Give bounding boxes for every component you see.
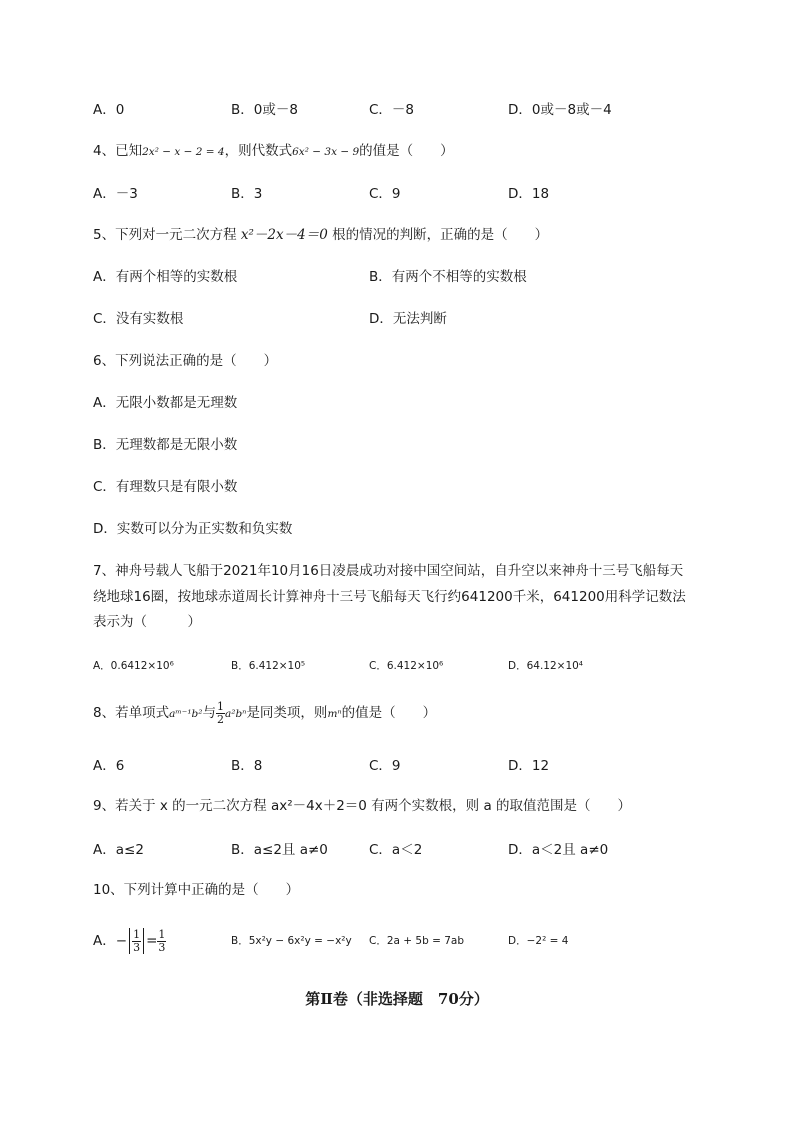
q4-stem-suffix: 的值是（ ） — [359, 143, 454, 159]
q8-option-c: C．9 — [369, 758, 401, 774]
q8-power: mⁿ — [327, 708, 342, 720]
q10-option-a-right-denominator: 3 — [158, 940, 166, 954]
q10-option-a-right-numerator: 1 — [158, 927, 166, 941]
q3-option-a: A．0 — [93, 102, 125, 118]
q8-option-a: A．6 — [93, 758, 125, 774]
abs-bar-right — [143, 928, 144, 954]
q6-option-b: B．无理数都是无限小数 — [93, 437, 238, 453]
q8-option-b: B．8 — [231, 758, 263, 774]
q7-option-a: A．0.6412×10⁶ — [93, 660, 174, 672]
q3-option-d: D．0或－8或－4 — [508, 102, 612, 118]
section-title: 第Ⅱ卷（非选择题 70分） — [305, 990, 489, 1008]
q10-option-b: B．5x²y − 6x²y = −x²y — [231, 935, 352, 947]
q10-option-a-left-numerator: 1 — [133, 927, 141, 941]
q8-fraction-numerator: 1 — [216, 699, 224, 713]
q10-stem: 10、下列计算中正确的是（ ） — [93, 882, 300, 898]
q9-option-d: D．a＜2且 a≠0 — [508, 842, 609, 858]
q4-stem-mid: ，则代数式 — [224, 143, 293, 159]
q10-option-c: C．2a + 5b = 7ab — [369, 935, 465, 947]
q10-option-a-fraction-left — [132, 929, 141, 954]
q8-stem — [93, 698, 436, 729]
q8-stem-mid-2: 是同类项，则 — [246, 705, 328, 721]
q7-option-c: C．6.412×10⁶ — [369, 660, 444, 672]
q10-option-d: D．−2² = 4 — [508, 935, 569, 947]
q10-option-a-fraction-right — [157, 929, 166, 954]
q4-expression-1: 2x² − x − 2 = 4 — [142, 146, 225, 158]
q8-option-d: D．12 — [508, 758, 550, 774]
q6-option-c: C．有理数只是有限小数 — [93, 479, 238, 495]
q5-equation: x²－2x－4＝0 — [240, 227, 328, 243]
q6-option-d: D．实数可以分为正实数和负实数 — [93, 521, 293, 537]
q4-expression-2: 6x² − 3x − 9 — [292, 146, 360, 158]
q8-monomial-1: aᵐ⁻¹b² — [169, 708, 203, 720]
q8-monomial-2: a²bⁿ — [224, 708, 247, 720]
q9-option-c: C．a＜2 — [369, 842, 423, 858]
q4-option-a: A．－3 — [93, 186, 138, 202]
q5-option-d: D．无法判断 — [369, 311, 447, 327]
q4-stem — [93, 142, 454, 161]
q4-option-b: B．3 — [231, 186, 263, 202]
q5-option-a: A．有两个相等的实数根 — [93, 269, 238, 285]
q3-option-c: C．－8 — [369, 102, 415, 118]
q7-option-b: B．6.412×10⁵ — [231, 660, 306, 672]
q10-option-a — [93, 926, 166, 956]
q8-stem-prefix: 8、若单项式 — [93, 705, 170, 721]
q7-stem-line-2: 绕地球16圈，按地球赤道周长计算神舟十三号飞船每天飞行约641200千米，641200用科学记数法 — [93, 589, 686, 605]
q5-option-b: B．有两个不相等的实数根 — [369, 269, 527, 285]
q8-fraction-denominator: 2 — [216, 712, 224, 726]
q9-option-a: A．a≤2 — [93, 842, 144, 858]
q4-stem-prefix: 4、已知 — [93, 143, 143, 159]
q10-option-a-label: A． — [93, 933, 116, 949]
abs-bar-left — [129, 928, 130, 954]
q4-option-d: D．18 — [508, 186, 550, 202]
q5-stem-prefix: 5、下列对一元二次方程 — [93, 227, 237, 243]
q7-stem-line-1: 7、神舟号载人飞船于2021年10月16日凌晨成功对接中国空间站，自升空以来神舟十三号飞船每天 — [93, 563, 684, 579]
q6-stem: 6、下列说法正确的是（ ） — [93, 353, 278, 369]
q8-stem-mid: 与 — [202, 705, 216, 721]
q10-option-a-equals: = — [146, 933, 158, 949]
q5-stem-suffix: 根的情况的判断，正确的是（ ） — [332, 227, 549, 243]
q5-option-c: C．没有实数根 — [93, 311, 184, 327]
q10-option-a-left-denominator: 3 — [133, 940, 141, 954]
q7-stem-line-3: 表示为（ ） — [93, 614, 201, 630]
q9-option-b: B．a≤2且 a≠0 — [231, 842, 328, 858]
q4-option-c: C．9 — [369, 186, 401, 202]
q7-option-d: D．64.12×10⁴ — [508, 660, 584, 672]
q3-option-b: B．0或－8 — [231, 102, 298, 118]
q9-stem: 9、若关于 x 的一元二次方程 ax²－4x＋2＝0 有两个实数根，则 a 的取值范围是（ ） — [93, 798, 632, 814]
q10-option-a-sign: − — [115, 933, 128, 949]
q8-stem-suffix: 的值是（ ） — [341, 705, 437, 721]
q5-stem — [93, 226, 548, 244]
q8-fraction — [216, 701, 225, 726]
q6-option-a: A．无限小数都是无理数 — [93, 395, 238, 411]
